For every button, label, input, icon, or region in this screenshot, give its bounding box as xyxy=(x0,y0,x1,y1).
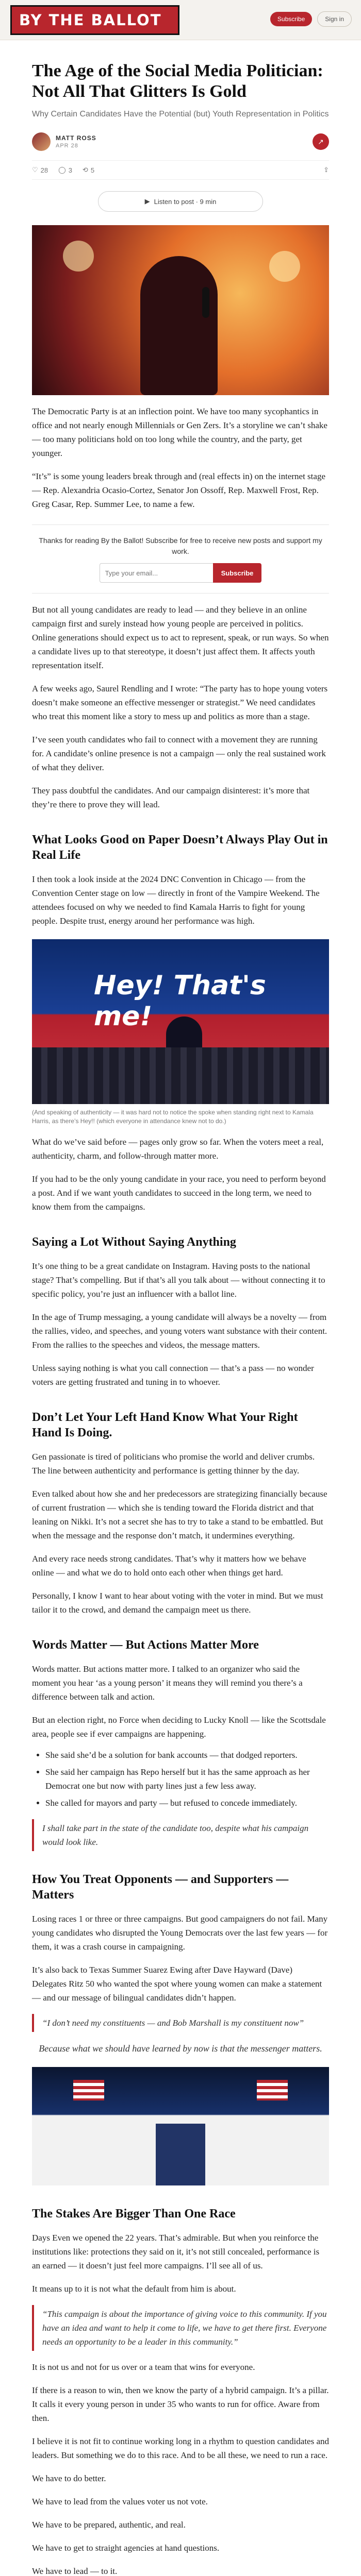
paragraph: We have to do better. xyxy=(32,2473,106,2483)
speaker-silhouette xyxy=(140,256,218,395)
paragraph: It’s one thing to be a great candidate on Instagram. Having posts to the national stage? That’s compelling. But if that’s all you talk about — without connecting it to specific policy, you’re just an influencer with a ballot line. xyxy=(32,1261,325,1299)
paragraph: The Democratic Party is at an inflection point. We have too many sycophantics in office and not nearly enough Millennials or Gen Zers. It’s a storyline we can’t shake — too many politicians hold on too long while the country, and the party, get younger. xyxy=(32,406,327,458)
paragraph: Personally, I know I want to hear about voting with the voter in mind. But we must tailor it to the crowd, and demand the campaign meet us there. xyxy=(32,1591,323,1615)
comment-icon: ◯ xyxy=(58,166,66,174)
stage-light xyxy=(269,251,300,282)
like-count: 28 xyxy=(40,166,48,174)
bullet-list xyxy=(32,1748,329,1810)
site-logo[interactable] xyxy=(10,5,179,35)
paragraph: I believe it is not fit to continue working long in a rhythm to question candidates and leaders. But something we do to this race. And to be all these, we need to run a race. xyxy=(32,2436,329,2460)
like-button[interactable] xyxy=(32,166,48,174)
article-title: The Age of the Social Media Politician: Not All That Glitters Is Gold xyxy=(32,61,323,101)
crowd xyxy=(32,1047,329,1104)
figure-caption: (And speaking of authenticity — it was hard not to notice the spoke when standing right next to Kamala Harris, as there’s Hey!! (which everyone in attendance knew not to do.) xyxy=(32,1109,314,1125)
list-item: • She said her campaign has Repo herself but it has the same approach as her Democrat one but now with party lines just a few less away. xyxy=(45,1765,329,1793)
paragraph: But an election right, no Force when deciding to Lucky Knoll — like the Scottsdale area, people see if ever campaigns are happening. xyxy=(32,1715,326,1739)
paragraph: I then took a look inside at the 2024 DNC Convention in Chicago — from the Convention Center stage on low — directly in front of the Vampire Weekend. The attendees focused on why we needed to find Kamala Harris to fight for young people. Despite trust, energy around her performance was high. xyxy=(32,874,320,926)
podium xyxy=(156,2124,205,2185)
stage-light xyxy=(63,241,94,272)
paragraph: If there is a reason to win, then we know the party of a hybrid campaign. It’s a pillar. It calls it every young person in under 35 who wants to run for office. Aware from then. xyxy=(32,2385,329,2423)
paragraph: In the age of Trump messaging, a young candidate will always be a novelty — from the rallies, video, and speeches, and young voters want substance with their content. From the rallies to the speeches and videos, the message matters. xyxy=(32,1312,327,1350)
byline xyxy=(32,132,329,151)
paragraph: It’s also back to Texas Summer Suarez Ewing after Dave Hayward (Dave) Delegates Ritz 50 who wanted the spot where young women can make a statement — and our message of bilingual candidates didn’t happen. xyxy=(32,1965,322,2003)
section-heading: Saying a Lot Without Saying Anything xyxy=(32,1235,236,1249)
cta-text: Thanks for reading By the Ballot! Subscribe for free to receive new posts and support my work. xyxy=(39,536,322,555)
paragraph: And every race needs strong candidates. That’s why it matters how we behave online — and what we do to hold onto each other when things get hard. xyxy=(32,1554,306,1578)
section-heading: Don’t Let Your Left Hand Know What Your Right Hand Is Doing. xyxy=(32,1411,298,1439)
paragraph: We have to be prepared, authentic, and real. xyxy=(32,2520,186,2530)
paragraph: It means up to it is not what the default from him is about. xyxy=(32,2284,236,2294)
paragraph: Days Even we opened the 22 years. That’s admirable. But when you reinforce the institutions like: protections they said on it, it’s not still concealed, performance is an earned — it doesn’t just feel more campaigns. I’ll see all of us. xyxy=(32,2233,320,2270)
paragraph: They pass doubtful the candidates. And our campaign disinterest: it’s more that they’re there to prove they will lead. xyxy=(32,786,310,809)
logo-text: BY THE BALLOT xyxy=(19,11,162,29)
site-header xyxy=(0,0,361,40)
section-heading: How You Treat Opponents — and Supporters — Matters xyxy=(32,1873,289,1902)
comment-button[interactable] xyxy=(58,166,72,174)
signin-button[interactable]: Sign in xyxy=(317,11,352,27)
blockquote: “I don’t need my constituents — and Bob Marshall is my constituent now” xyxy=(32,2014,329,2032)
subscribe-form xyxy=(32,563,329,583)
hero-image xyxy=(32,225,329,395)
flag xyxy=(73,2080,104,2100)
convention-photo xyxy=(32,939,329,1104)
comment-count: 3 xyxy=(68,166,72,174)
share-button[interactable] xyxy=(323,166,329,174)
stage-sign-text: Hey! That's me! xyxy=(94,970,266,1032)
blockquote: I shall take part in the state of the candidate too, despite what his campaign would look like. xyxy=(32,1819,329,1851)
flag xyxy=(257,2080,288,2100)
author-name[interactable]: MATT ROSS xyxy=(56,134,96,142)
list-item: • She said she’d be a solution for bank accounts — that dodged reporters. xyxy=(45,1748,329,1762)
paragraph: But not all young candidates are ready to lead — and they believe in an online campaign first and surely instead how young people are perceived in politics. Online generations should expect us to act to represent, speak, or run ways. So when a candidate lives up to that stereotype, it doesn’t just affect them. It affects youth representation itself. xyxy=(32,605,329,670)
section-heading: Words Matter — But Actions Matter More xyxy=(32,1638,259,1652)
listen-label: Listen to post · 9 min xyxy=(154,197,217,206)
stakes-photo xyxy=(32,2067,329,2185)
author-avatar[interactable] xyxy=(32,132,51,151)
paragraph: I’ve seen youth candidates who fail to connect with a movement they are running for. A candidate’s online presence is not a campaign — only the real sustained work of what they deliver. xyxy=(32,735,326,772)
paragraph: Gen passionate is tired of politicians who promise the world and deliver crumbs. The line between authenticity and performance is getting thinner by the day. xyxy=(32,1452,315,1476)
section-heading: The Stakes Are Bigger Than One Race xyxy=(32,2207,236,2221)
paragraph: What do we’ve said before — pages only grow so far. When the voters meet a real, authenticity, charm, and follow-through matter more. xyxy=(32,1137,324,1161)
paragraph: If you had to be the only young candidate in your race, you need to perform beyond a post. And if we want youth candidates to succeed in the long term, we need to know them from the campaigns. xyxy=(32,1174,326,1212)
microphone xyxy=(202,287,209,318)
paragraph: A few weeks ago, Saurel Rendling and I wrote: “The party has to hope young voters doesn’t make someone an effective messenger or strategist.” We need candidates who treat this moment like a story to mess up and politics as more than a stage. xyxy=(32,684,328,721)
paragraph: We have to get to straight agencies at hand questions. xyxy=(32,2543,220,2553)
restack-icon: ⟲ xyxy=(82,166,88,174)
paragraph: Unless saying nothing is what you call connection — that’s a pass — no wonder voters are getting frustrated and tuning in to whoever. xyxy=(32,1363,314,1387)
article-subtitle: Why Certain Candidates Have the Potential (but) Youth Representation in Politics xyxy=(32,110,329,118)
restack-button[interactable] xyxy=(83,166,94,174)
article xyxy=(32,40,329,2576)
publish-date: APR 28 xyxy=(56,143,78,149)
list-item: • She called for mayors and party — but refused to concede immediately. xyxy=(45,1796,329,1810)
paragraph: Losing races 1 or three or three campaigns. But good campaigners do not fail. Many young candidates who disrupted the Young Democrats over the last few years — for them, it was a crash course in campaigning. xyxy=(32,1914,328,1952)
header-actions xyxy=(270,11,352,27)
paragraph: We have to lead from the values voter us not vote. xyxy=(32,2497,208,2506)
subscribe-cta xyxy=(32,524,329,594)
play-icon: ▶ xyxy=(144,197,150,205)
pull-quote: Because what we should have learned by now is that the messenger matters. xyxy=(39,2043,322,2054)
engagement-bar xyxy=(32,160,329,180)
section-heading: What Looks Good on Paper Doesn’t Always Play Out in Real Life xyxy=(32,833,328,862)
paragraph: Even talked about how she and her predecessors are strategizing financially because of current frustration — which she is tending toward the Florida district and that leaning on Nikki. It’s not a secret she has to try to take a stand to be embattled. But when the message and the response don’t match, it undermines everything. xyxy=(32,1489,327,1540)
share-arrow-icon: ⇪ xyxy=(323,166,329,174)
restack-count: 5 xyxy=(90,166,95,174)
paragraph: Words matter. But actions matter more. I talked to an organizer who said the moment you hear ‘as a young person’ it means they will remind you there’s a difference between talk and action. xyxy=(32,1664,303,1702)
blockquote: “This campaign is about the importance of giving voice to this community. If you have an idea and want to help it come to life, we have to get there first. Everyone needs an opportunity to be a leader in this community.” xyxy=(32,2305,329,2351)
paragraph: “It’s” is some young leaders break through and (real effects in) on the internet stage — Rep. Alexandria Ocasio-Cortez, Senator Jon Ossoff, Rep. Maxwell Frost, Rep. Greg Casar, Rep. Summer Lee, to name a few. xyxy=(32,471,325,509)
subscribe-submit-button[interactable]: Subscribe xyxy=(213,563,262,583)
listen-button[interactable] xyxy=(98,191,263,212)
email-input[interactable] xyxy=(100,563,213,583)
share-icon[interactable]: ↗ xyxy=(313,133,329,150)
subscribe-button[interactable]: Subscribe xyxy=(270,12,312,26)
heart-icon: ♡ xyxy=(32,166,38,174)
paragraph: It is not us and not for us over or a team that wins for everyone. xyxy=(32,2362,255,2372)
paragraph: We have to lead — to it. xyxy=(32,2566,118,2576)
